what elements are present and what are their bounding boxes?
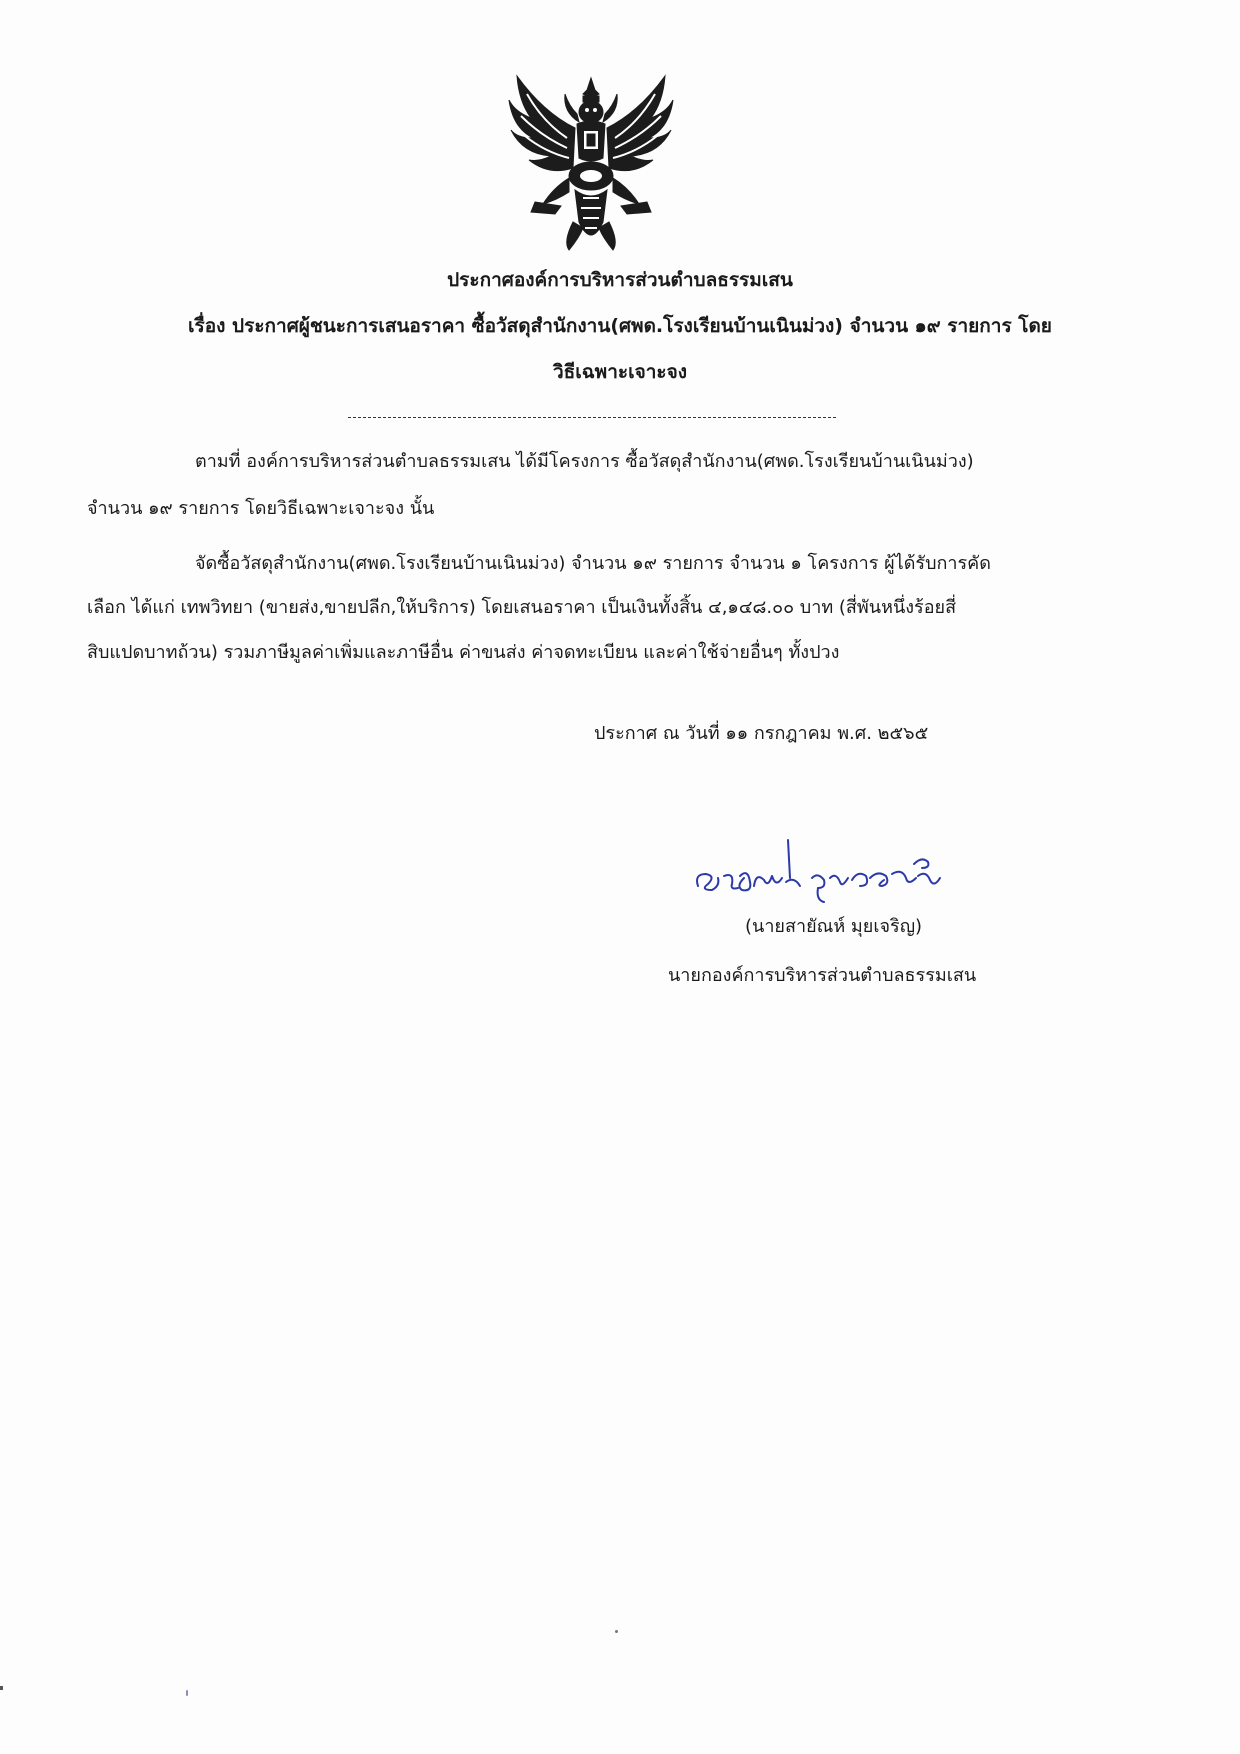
announcement-title: ประกาศองค์การบริหารส่วนตำบลธรรมเสน [447, 269, 793, 291]
paragraph-2-line-1: จัดซื้อวัสดุสำนักงาน(ศพด.โรงเรียนบ้านเนินม่วง) จำนวน ๑๙ รายการ จำนวน ๑ โครงการ ผู้ได้รับการคัด [195, 553, 991, 574]
paragraph-1-line-2: จำนวน ๑๙ รายการ โดยวิธีเฉพาะเจาะจง นั้น [87, 498, 435, 519]
announcement-date: ประกาศ ณ วันที่ ๑๑ กรกฎาคม พ.ศ. ๒๕๖๕ [594, 723, 929, 744]
paragraph-2-line-3: สิบแปดบาทถ้วน) รวมภาษีมูลค่าเพิ่มและภาษีอื่น ค่าขนส่ง ค่าจดทะเบียน และค่าใช้จ่ายอื่นๆ ทั้งปวง [87, 642, 840, 663]
scan-speck [186, 1690, 188, 1696]
garuda-emblem-icon [503, 72, 679, 254]
announcement-subject-line-2: วิธีเฉพาะเจาะจง [552, 361, 687, 383]
divider-line [348, 417, 836, 418]
scan-speck [615, 1630, 618, 1633]
paragraph-2-line-2: เลือก ได้แก่ เทพวิทยา (ขายส่ง,ขายปลีก,ให้บริการ) โดยเสนอราคา เป็นเงินทั้งสิ้น ๔,๑๔๘.๐๐ บาท (สี่พันหนึ่งร้อยสี่ [87, 597, 957, 618]
scan-speck [0, 1686, 3, 1690]
signatory-position: นายกองค์การบริหารส่วนตำบลธรรมเสน [668, 965, 977, 986]
paragraph-1-line-1: ตามที่ องค์การบริหารส่วนตำบลธรรมเสน ได้มีโครงการ ซื้อวัสดุสำนักงาน(ศพด.โรงเรียนบ้านเนินม่วง) [195, 451, 974, 472]
handwritten-signature [690, 828, 960, 908]
announcement-subject-line-1: เรื่อง ประกาศผู้ชนะการเสนอราคา ซื้อวัสดุสำนักงาน(ศพด.โรงเรียนบ้านเนินม่วง) จำนวน ๑๙ รายการ โดย [188, 315, 1052, 337]
signatory-name: (นายสายัณห์ มุยเจริญ) [745, 916, 923, 937]
